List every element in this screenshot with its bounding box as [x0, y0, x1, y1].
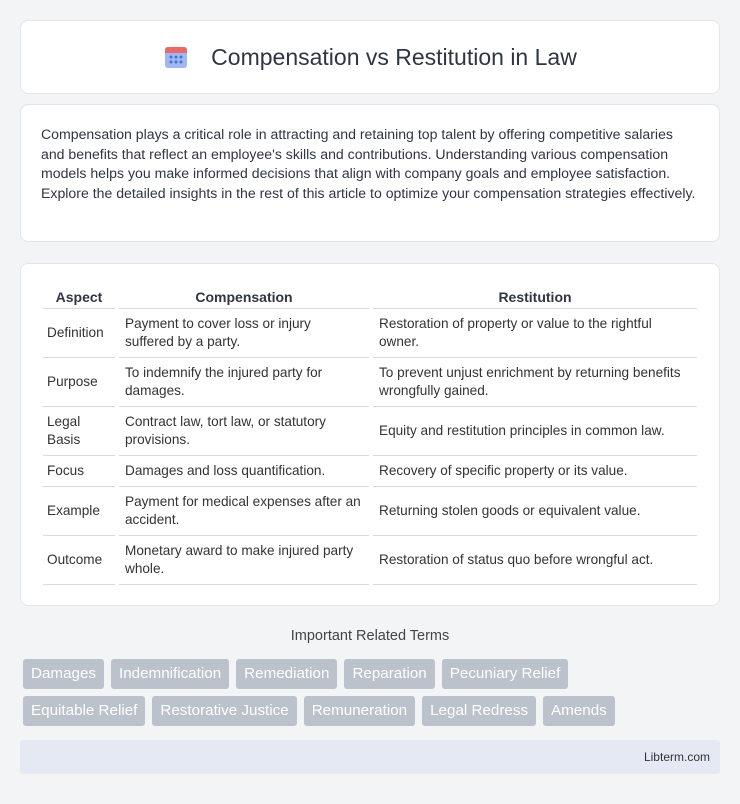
table-row — [43, 535, 697, 584]
tag-legal-redress[interactable]: Legal Redress — [422, 696, 536, 726]
tag-damages[interactable]: Damages — [23, 659, 104, 689]
tag-indemnification[interactable]: Indemnification — [111, 659, 229, 689]
tag-row — [23, 659, 723, 689]
table-row — [43, 486, 697, 535]
table-row — [43, 406, 697, 455]
tag-amends[interactable]: Amends — [543, 696, 615, 726]
row-aspect: Focus — [43, 455, 117, 486]
table-row — [43, 308, 697, 357]
footer-site-link[interactable]: Libterm.com — [643, 750, 710, 764]
tag-pecuniary-relief[interactable]: Pecuniary Relief — [442, 659, 569, 689]
row-compensation: To indemnify the injured party for damages. — [117, 357, 371, 406]
comparison-table — [43, 286, 697, 585]
row-restitution: Recovery of specific property or its value. — [371, 455, 697, 486]
row-restitution: Restoration of status quo before wrongful act. — [371, 535, 697, 584]
tag-equitable-relief[interactable]: Equitable Relief — [23, 696, 145, 726]
page-title: Compensation vs Restitution in Law — [211, 43, 577, 70]
intro-card — [20, 104, 720, 242]
row-restitution: Returning stolen goods or equivalent value. — [371, 486, 697, 535]
tag-remuneration[interactable]: Remuneration — [304, 696, 415, 726]
tag-restorative-justice[interactable]: Restorative Justice — [152, 696, 296, 726]
row-restitution: Equity and restitution principles in common law. — [371, 406, 697, 455]
row-compensation: Damages and loss quantification. — [117, 455, 371, 486]
table-row — [43, 357, 697, 406]
intro-text: Compensation plays a critical role in attracting and retaining top talent by offering competitive salaries and benefits that reflect an employee's skills and contributions. Understanding various compensation models helps you make informed decisions that align with company goals and employee satisfaction. Explore the detailed insights in the rest of this article to optimize your compensation strategies effectively. — [41, 126, 696, 201]
row-aspect: Legal Basis — [43, 406, 117, 455]
tag-row — [23, 696, 723, 726]
related-terms-heading: Important Related Terms — [290, 628, 450, 644]
table-row — [43, 455, 697, 486]
row-compensation: Monetary award to make injured party whole. — [117, 535, 371, 584]
calendar-icon — [163, 44, 189, 70]
header-aspect: Aspect — [43, 286, 117, 308]
row-compensation: Contract law, tort law, or statutory provisions. — [117, 406, 371, 455]
table-header-row — [43, 286, 697, 308]
row-aspect: Outcome — [43, 535, 117, 584]
related-terms-tags — [23, 659, 723, 733]
header-restitution: Restitution — [371, 286, 697, 308]
title-card — [20, 20, 720, 94]
tag-remediation[interactable]: Remediation — [236, 659, 337, 689]
tag-reparation[interactable]: Reparation — [344, 659, 434, 689]
footer — [20, 740, 720, 774]
row-aspect: Definition — [43, 308, 117, 357]
row-compensation: Payment for medical expenses after an accident. — [117, 486, 371, 535]
row-restitution: Restoration of property or value to the rightful owner. — [371, 308, 697, 357]
row-restitution: To prevent unjust enrichment by returning benefits wrongfully gained. — [371, 357, 697, 406]
header-compensation: Compensation — [117, 286, 371, 308]
row-aspect: Purpose — [43, 357, 117, 406]
comparison-table-card — [20, 263, 720, 606]
row-compensation: Payment to cover loss or injury suffered by a party. — [117, 308, 371, 357]
row-aspect: Example — [43, 486, 117, 535]
